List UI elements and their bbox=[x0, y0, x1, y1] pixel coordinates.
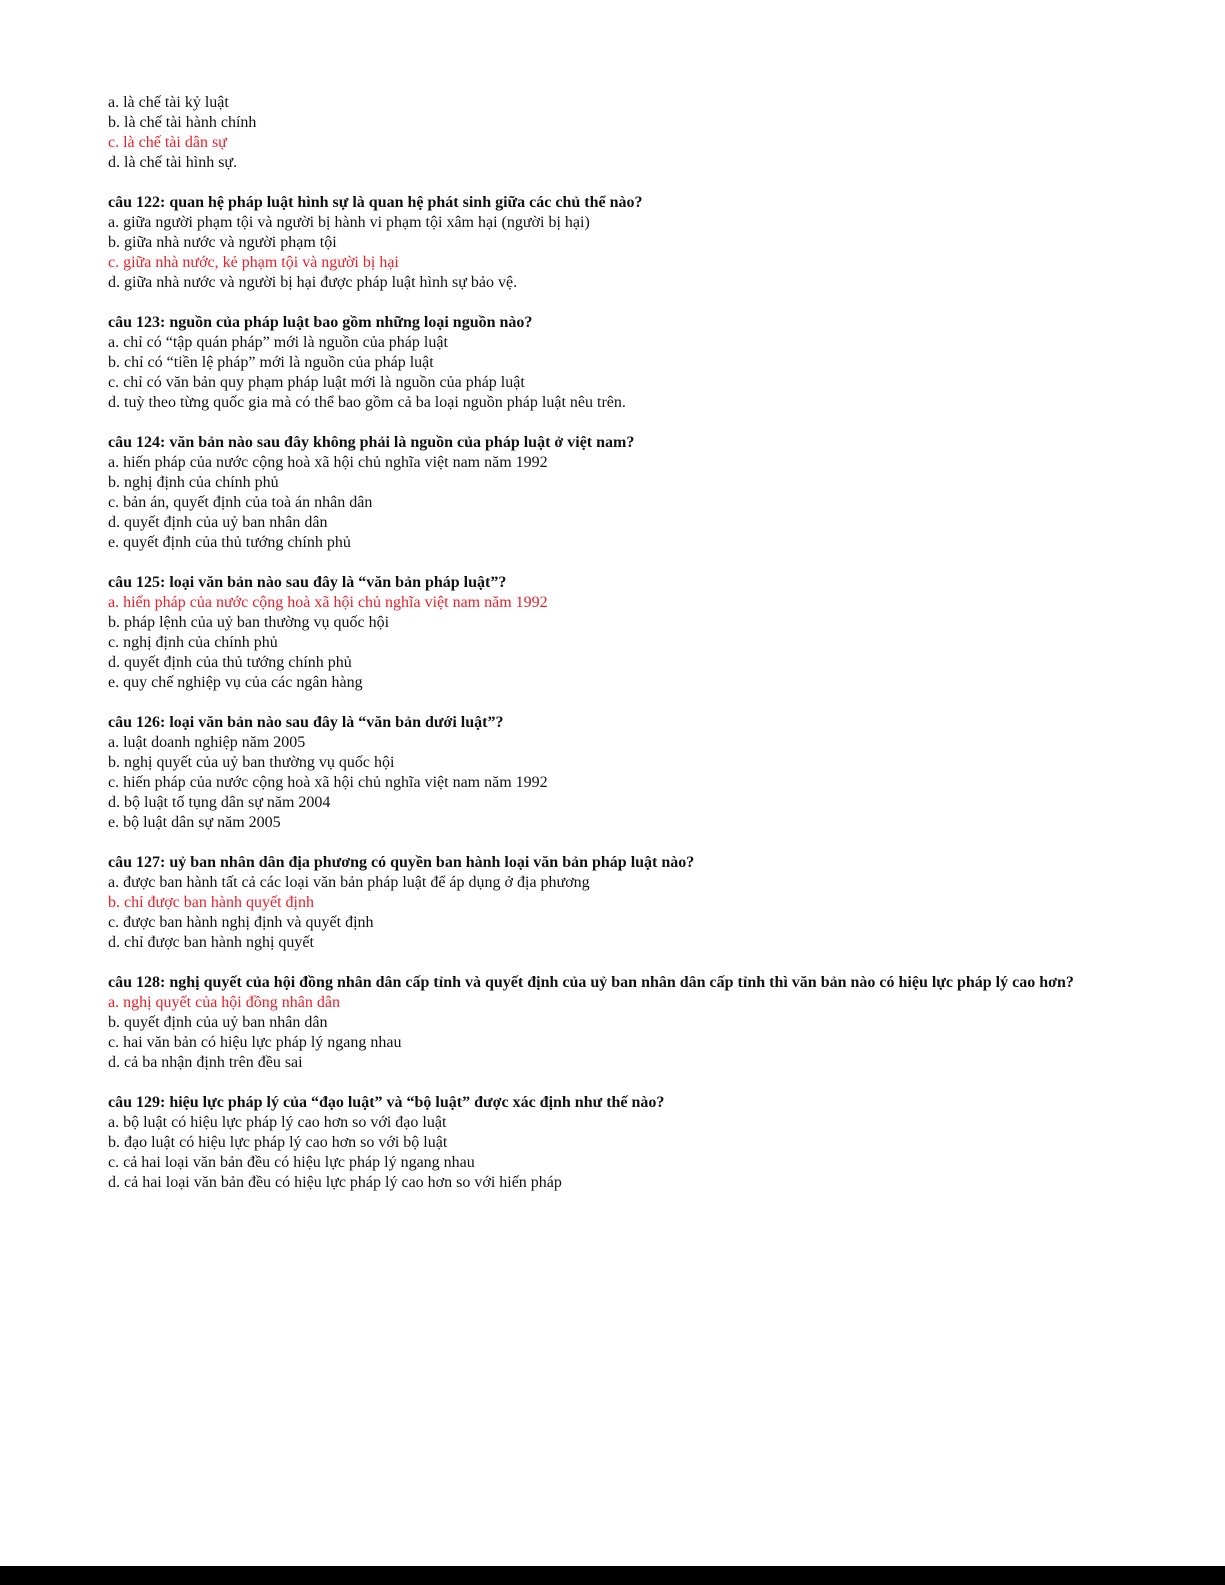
correct-answer-option: c. giữa nhà nước, kẻ phạm tội và người bị hại bbox=[108, 254, 399, 271]
answer-option: d. là chế tài hình sự. bbox=[108, 154, 238, 171]
answer-option: a. hiến pháp của nước cộng hoà xã hội chủ nghĩa việt nam năm 1992 bbox=[108, 454, 548, 471]
answer-option: a. chỉ có “tập quán pháp” mới là nguồn của pháp luật bbox=[108, 334, 448, 351]
answer-option: d. cả ba nhận định trên đều sai bbox=[108, 1054, 303, 1071]
correct-answer-option: b. chỉ được ban hành quyết định bbox=[108, 894, 314, 911]
question-text: câu 126: loại văn bản nào sau đây là “văn bản dưới luật”? bbox=[108, 714, 504, 731]
question-text: câu 122: quan hệ pháp luật hình sự là quan hệ phát sinh giữa các chủ thể nào? bbox=[108, 194, 643, 211]
answer-option: a. luật doanh nghiệp năm 2005 bbox=[108, 734, 306, 751]
page-bottom-bar bbox=[0, 1566, 1225, 1585]
question-block bbox=[108, 433, 1168, 553]
answer-option: c. hiến pháp của nước cộng hoà xã hội chủ nghĩa việt nam năm 1992 bbox=[108, 774, 548, 791]
answer-option: d. quyết định của uỷ ban nhân dân bbox=[108, 514, 328, 531]
question-text: câu 124: văn bản nào sau đây không phải là nguồn của pháp luật ở việt nam? bbox=[108, 434, 635, 451]
answer-option: c. bản án, quyết định của toà án nhân dân bbox=[108, 494, 373, 511]
answer-option: b. là chế tài hành chính bbox=[108, 114, 257, 131]
correct-answer-option: a. nghị quyết của hội đồng nhân dân bbox=[108, 994, 340, 1011]
answer-option: a. giữa người phạm tội và người bị hành vi phạm tội xâm hại (người bị hại) bbox=[108, 214, 590, 231]
question-block bbox=[108, 853, 1168, 953]
answer-option: b. pháp lệnh của uỷ ban thường vụ quốc hội bbox=[108, 614, 390, 631]
answer-option: a. là chế tài kỷ luật bbox=[108, 94, 229, 111]
question-block bbox=[108, 93, 1168, 173]
answer-option: c. cả hai loại văn bản đều có hiệu lực pháp lý ngang nhau bbox=[108, 1154, 475, 1171]
question-text: câu 127: uỷ ban nhân dân địa phương có quyền ban hành loại văn bản pháp luật nào? bbox=[108, 854, 695, 871]
question-text: câu 129: hiệu lực pháp lý của “đạo luật” và “bộ luật” được xác định như thế nào? bbox=[108, 1094, 665, 1111]
answer-option: b. chỉ có “tiền lệ pháp” mới là nguồn của pháp luật bbox=[108, 354, 434, 371]
answer-option: d. quyết định của thủ tướng chính phủ bbox=[108, 654, 352, 671]
question-text: câu 123: nguồn của pháp luật bao gồm những loại nguồn nào? bbox=[108, 314, 533, 331]
question-text: câu 125: loại văn bản nào sau đây là “văn bản pháp luật”? bbox=[108, 574, 507, 591]
question-block bbox=[108, 573, 1168, 693]
answer-option: a. được ban hành tất cả các loại văn bản pháp luật để áp dụng ở địa phương bbox=[108, 874, 590, 891]
answer-option: c. chỉ có văn bản quy phạm pháp luật mới là nguồn của pháp luật bbox=[108, 374, 525, 391]
correct-answer-option: a. hiến pháp của nước cộng hoà xã hội chủ nghĩa việt nam năm 1992 bbox=[108, 594, 548, 611]
question-block bbox=[108, 713, 1168, 833]
question-block bbox=[108, 1093, 1168, 1193]
answer-option: e. quyết định của thủ tướng chính phủ bbox=[108, 534, 351, 551]
answer-option: b. nghị quyết của uỷ ban thường vụ quốc hội bbox=[108, 754, 395, 771]
answer-option: d. cả hai loại văn bản đều có hiệu lực pháp lý cao hơn so với hiến pháp bbox=[108, 1174, 562, 1191]
answer-option: b. nghị định của chính phủ bbox=[108, 474, 279, 491]
question-text: câu 128: nghị quyết của hội đồng nhân dân cấp tỉnh và quyết định của uỷ ban nhân dân cấp tỉnh thì văn bản nào có hiệu lực pháp lý cao hơn? bbox=[108, 974, 1074, 991]
answer-option: c. được ban hành nghị định và quyết định bbox=[108, 914, 374, 931]
answer-option: b. giữa nhà nước và người phạm tội bbox=[108, 234, 337, 251]
answer-option: d. bộ luật tố tụng dân sự năm 2004 bbox=[108, 794, 331, 811]
quiz-content bbox=[108, 93, 1168, 1213]
question-block bbox=[108, 313, 1168, 413]
answer-option: e. bộ luật dân sự năm 2005 bbox=[108, 814, 281, 831]
answer-option: b. đạo luật có hiệu lực pháp lý cao hơn so với bộ luật bbox=[108, 1134, 448, 1151]
question-block bbox=[108, 193, 1168, 293]
answer-option: d. tuỳ theo từng quốc gia mà có thể bao gồm cả ba loại nguồn pháp luật nêu trên. bbox=[108, 394, 626, 411]
answer-option: a. bộ luật có hiệu lực pháp lý cao hơn so với đạo luật bbox=[108, 1114, 447, 1131]
answer-option: d. chỉ được ban hành nghị quyết bbox=[108, 934, 314, 951]
question-block bbox=[108, 973, 1168, 1073]
answer-option: c. hai văn bản có hiệu lực pháp lý ngang nhau bbox=[108, 1034, 402, 1051]
answer-option: e. quy chế nghiệp vụ của các ngân hàng bbox=[108, 674, 363, 691]
answer-option: b. quyết định của uỷ ban nhân dân bbox=[108, 1014, 328, 1031]
correct-answer-option: c. là chế tài dân sự bbox=[108, 134, 227, 151]
answer-option: c. nghị định của chính phủ bbox=[108, 634, 278, 651]
answer-option: d. giữa nhà nước và người bị hại được pháp luật hình sự bảo vệ. bbox=[108, 274, 518, 291]
